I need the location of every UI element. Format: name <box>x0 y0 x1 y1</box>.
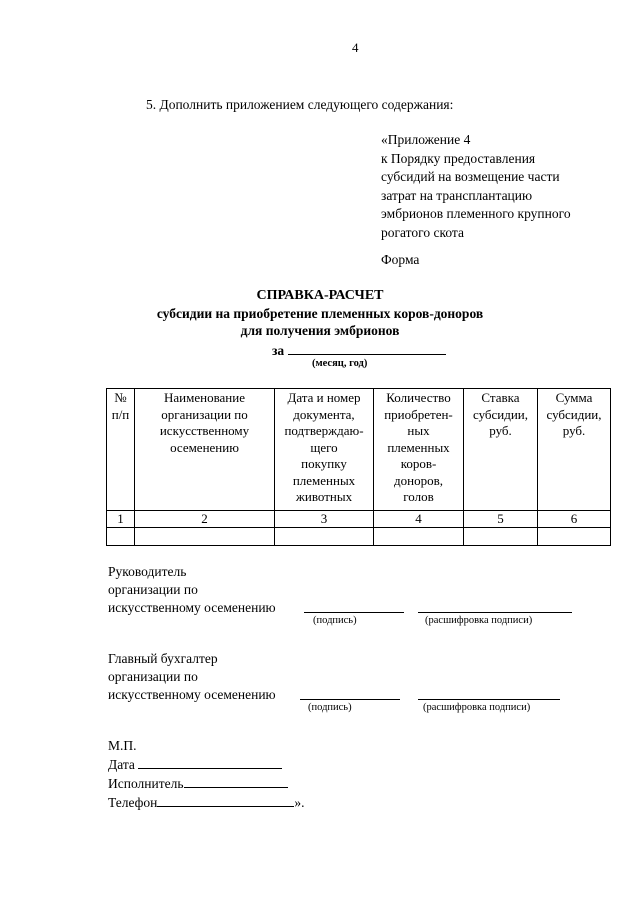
signer-1-title: Руководитель организации по искусственному осеменению <box>108 564 276 615</box>
appendix-line: рогатого скота <box>381 224 464 240</box>
footer-block <box>108 737 304 812</box>
signer-2-decode-line[interactable] <box>418 699 560 700</box>
page-number: 4 <box>352 40 359 55</box>
phone-blank-line[interactable] <box>157 793 294 807</box>
intro-paragraph: 5. Дополнить приложением следующего содержания: <box>146 97 454 112</box>
table-cell: 6 <box>538 511 611 528</box>
period-blank-line[interactable] <box>288 341 446 355</box>
period-field <box>272 341 446 359</box>
header-cell-organization: Наименование организации по искусственному осеменению <box>135 389 275 511</box>
appendix-header <box>381 131 571 242</box>
appendix-line: затрат на трансплантацию <box>381 187 533 203</box>
stamp-placeholder: М.П. <box>108 738 137 753</box>
document-subtitle-2: для получения эмбрионов <box>240 323 400 338</box>
table-cell[interactable] <box>275 528 374 546</box>
header-cell-rate: Ставка субсидии, руб. <box>464 389 538 511</box>
period-caption: (месяц, год) <box>312 358 368 369</box>
table-cell[interactable] <box>374 528 464 546</box>
appendix-line: субсидий на возмещение части <box>381 169 560 184</box>
header-cell-quantity: Количество приобретен- ных племенных коров- доноров, голов <box>374 389 464 511</box>
executor-row: Исполнитель <box>108 774 304 793</box>
appendix-line: эмбрионов племенного крупного <box>381 206 571 221</box>
header-cell-number: № п/п <box>107 389 135 511</box>
signer-2-title: Главный бухгалтер организации по искусственному осеменению <box>108 651 276 702</box>
table-row-column-numbers <box>107 511 611 528</box>
header-cell-sum: Сумма субсидии, руб. <box>538 389 611 511</box>
document-title: СПРАВКА-РАСЧЕТ <box>256 288 384 303</box>
signer-1-signature-line[interactable] <box>304 612 404 613</box>
signer-2-sign-caption: (подпись) <box>308 702 352 713</box>
date-blank-line[interactable] <box>138 755 282 769</box>
table-cell[interactable] <box>464 528 538 546</box>
calculation-table <box>106 388 611 546</box>
table-cell[interactable] <box>538 528 611 546</box>
table-cell[interactable] <box>135 528 275 546</box>
table-cell: 5 <box>464 511 538 528</box>
period-prefix: за <box>272 343 285 358</box>
table-cell[interactable] <box>107 528 135 546</box>
table-cell: 4 <box>374 511 464 528</box>
signer-1-decode-line[interactable] <box>418 612 572 613</box>
table-row-empty <box>107 528 611 546</box>
table-cell: 2 <box>135 511 275 528</box>
signer-2-signature-line[interactable] <box>300 699 400 700</box>
header-cell-document: Дата и номер документа, подтверждаю- щего покупку племенных животных <box>275 389 374 511</box>
closing-quote: ». <box>294 795 305 810</box>
form-label: Форма <box>381 252 420 267</box>
executor-blank-line[interactable] <box>184 774 288 788</box>
date-row: Дата <box>108 755 304 774</box>
table-cell: 3 <box>275 511 374 528</box>
appendix-line: «Приложение 4 <box>381 132 471 147</box>
table-cell: 1 <box>107 511 135 528</box>
signer-1-sign-caption: (подпись) <box>313 615 357 626</box>
table-header-row <box>107 389 611 511</box>
appendix-line: к Порядку предоставления <box>381 150 536 166</box>
signer-1-decode-caption: (расшифровка подписи) <box>425 615 533 626</box>
document-subtitle-1: субсидии на приобретение племенных коров-доноров <box>156 306 484 321</box>
signer-2-decode-caption: (расшифровка подписи) <box>423 702 531 713</box>
phone-row: Телефон ». <box>108 795 305 810</box>
